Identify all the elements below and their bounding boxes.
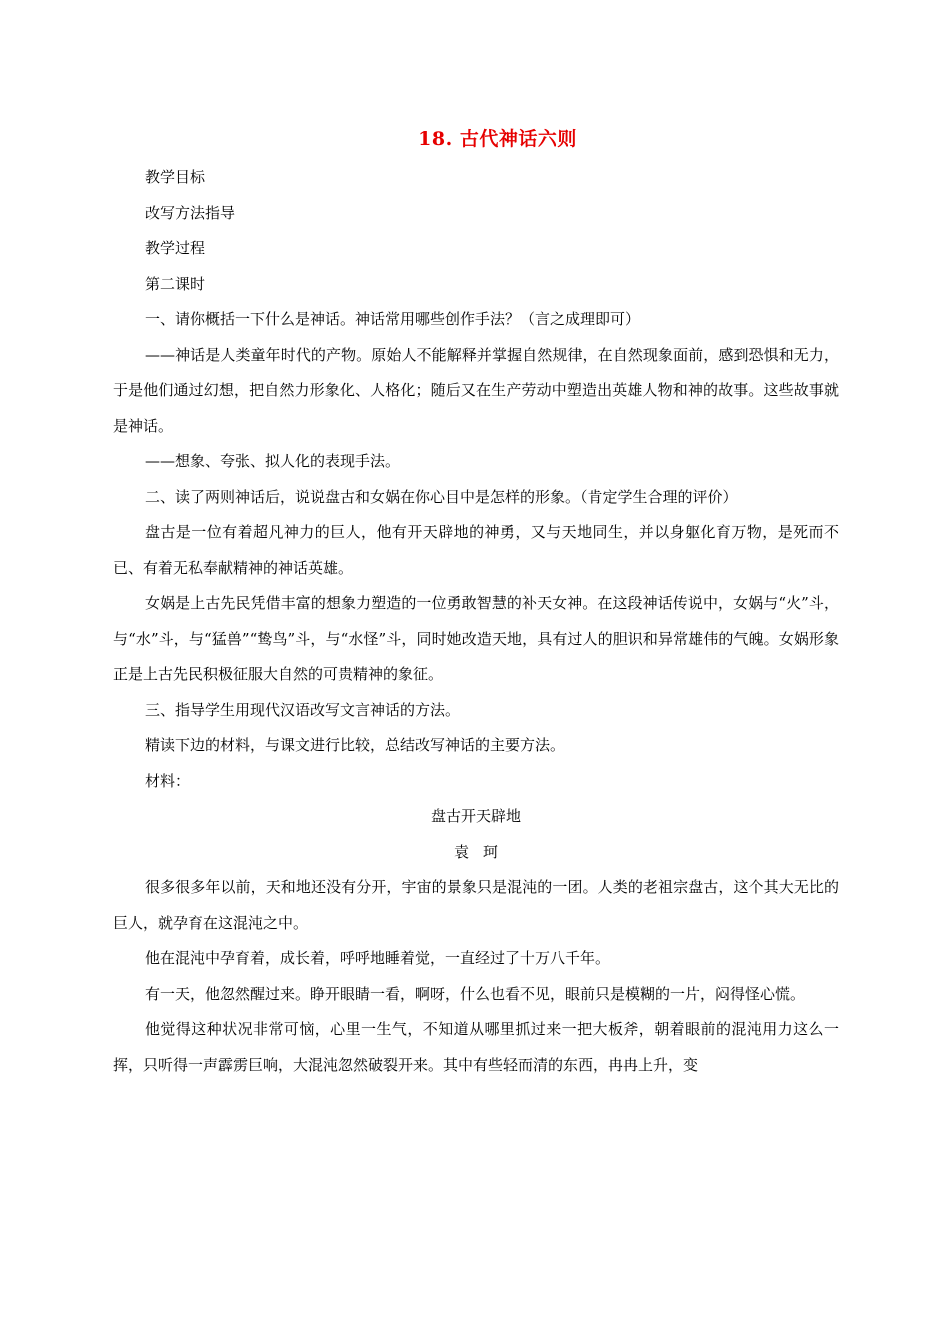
section-heading: 教学目标 [145,168,206,186]
material-heading: 盘古开天辟地 [430,807,521,825]
section-heading: 第二课时 [145,274,206,293]
document-title: 18. 古代神话六则 [418,128,577,150]
answer-paragraph: 女娲是上古先民凭借丰富的想象力塑造的一位勇敢智慧的补天女神。在这段神话传说中，女娲与“火”斗，与“水”斗，与“猛兽”“鸷鸟”斗，与“水怪”斗，同时她改造天地，具有过人的胆识和异常雄伟的气魄。女娲形象正是上古先民积极征服大自然的可贵精神的象征。 [113,594,839,683]
section-heading: 教学过程 [145,239,206,257]
question-paragraph: 二、读了两则神话后，说说盘古和女娲在你心目中是怎样的形象。（肯定学生合理的评价） [145,487,738,506]
instruction-paragraph: 精读下边的材料，与课文进行比较，总结改写神话的主要方法。 [145,736,566,754]
material-label: 材料： [145,771,191,790]
material-paragraph: 他觉得这种状况非常可恼，心里一生气，不知道从哪里抓过来一把大板斧，朝着眼前的混沌用力这么一挥，只听得一声霹雳巨响，大混沌忽然破裂开来。其中有些轻而清的东西，冉冉上升，变 [113,1020,839,1074]
section-heading: 改写方法指导 [145,203,236,222]
material-paragraph: 有一天，他忽然醒过来。睁开眼睛一看，啊呀，什么也看不见，眼前只是模糊的一片，闷得怪心慌。 [145,984,806,1003]
document-body [113,160,839,1083]
answer-paragraph: 盘古是一位有着超凡神力的巨人，他有开天辟地的神勇，又与天地同生，并以身躯化育万物，是死而不已、有着无私奉献精神的神话英雄。 [113,523,839,577]
material-author: 袁珂 [453,842,512,861]
answer-paragraph: ——想象、夸张、拟人化的表现手法。 [145,452,401,470]
question-paragraph: 三、指导学生用现代汉语改写文言神话的方法。 [145,700,461,719]
material-paragraph: 他在混沌中孕育着，成长着，呼呼地睡着觉，一直经过了十万八千年。 [145,949,611,967]
material-paragraph: 很多很多年以前，天和地还没有分开，宇宙的景象只是混沌的一团。人类的老祖宗盘古，这个其大无比的巨人，就孕育在这混沌之中。 [113,878,839,932]
answer-paragraph: ——神话是人类童年时代的产物。原始人不能解释并掌握自然规律，在自然现象面前，感到恐惧和无力，于是他们通过幻想，把自然力形象化、人格化；随后又在生产劳动中塑造出英雄人物和神的故事。这些故事就是神话。 [113,345,839,435]
question-paragraph: 一、请你概括一下什么是神话。神话常用哪些创作手法？（言之成理即可） [145,310,641,328]
